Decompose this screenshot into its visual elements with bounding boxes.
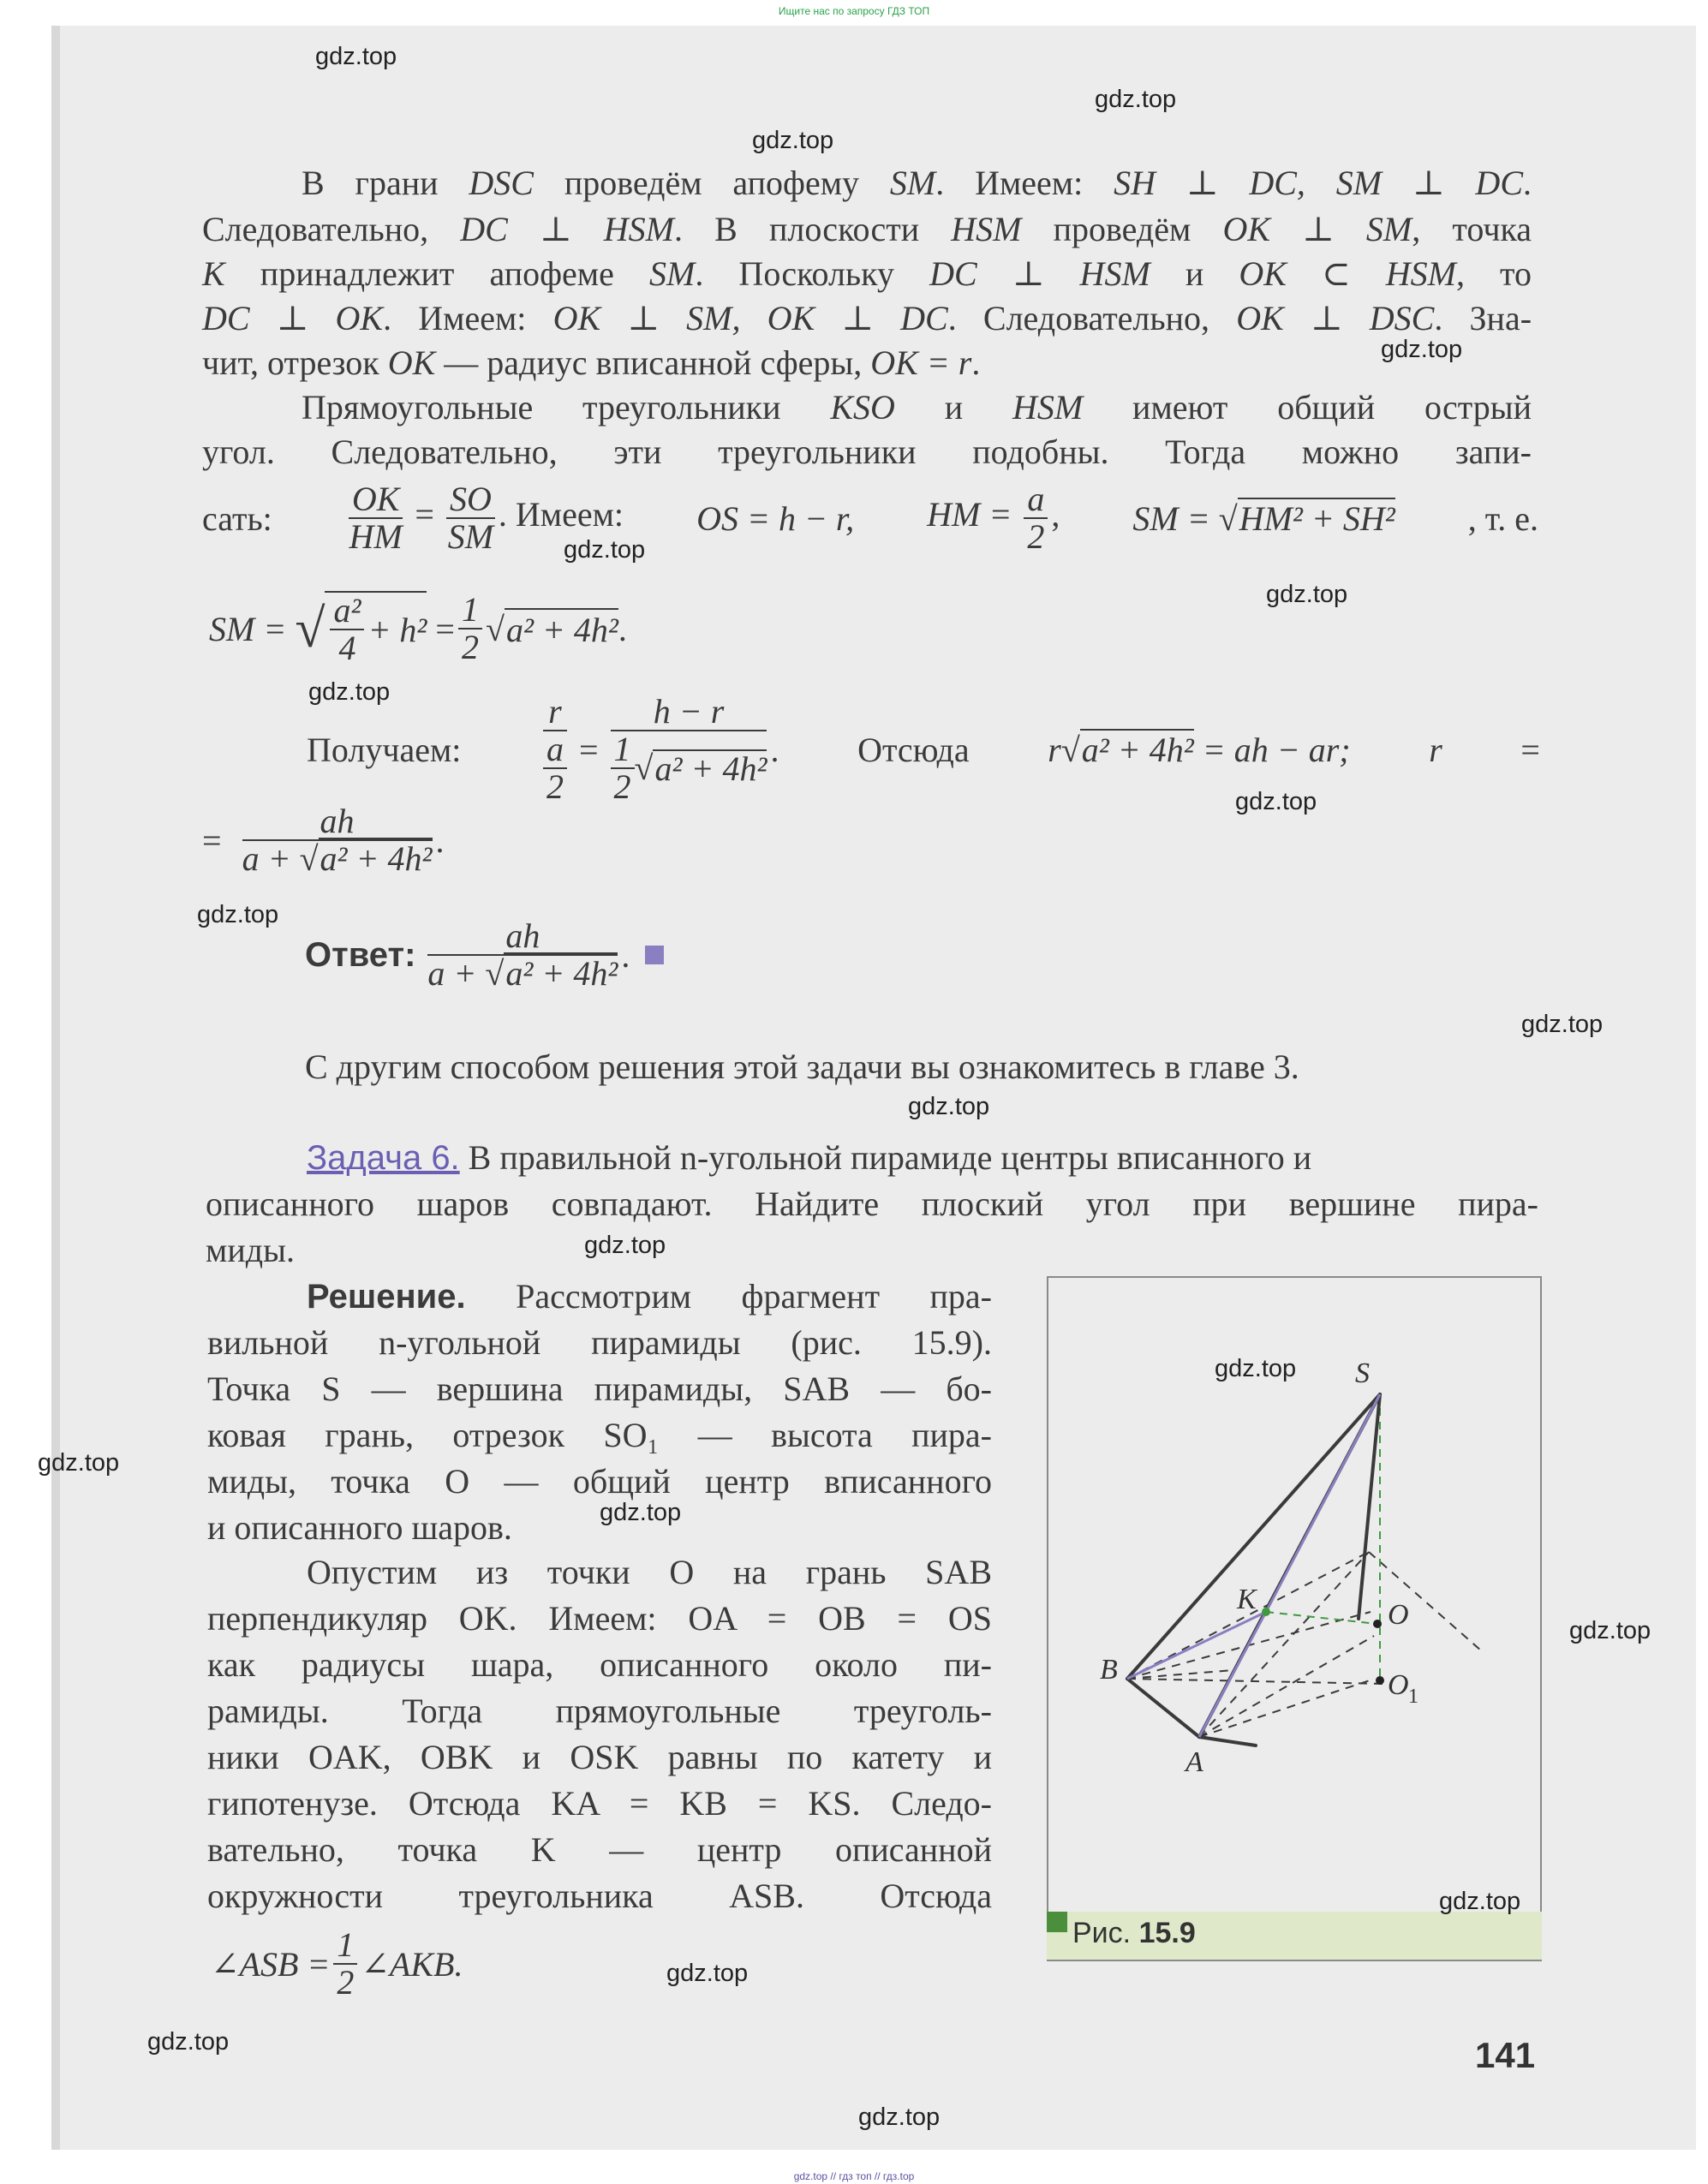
numerator: 1 [333, 1927, 357, 1965]
fraction [242, 803, 433, 877]
root-sign: √ [1060, 730, 1080, 769]
label-o1-subscript: 1 [1408, 1686, 1418, 1708]
text-line: миды. [206, 1231, 295, 1269]
math: K [202, 254, 225, 293]
text: имеют общий острый [1083, 388, 1532, 427]
text-line [302, 387, 1532, 427]
watermark: gdz.top [315, 43, 397, 70]
watermark: gdz.top [1521, 1011, 1603, 1038]
text: принадлежит апофеме [224, 254, 649, 293]
radicand: a² + 4h² [505, 954, 618, 993]
math: ∠AKB. [361, 1944, 463, 1984]
math: DC ⊥ HSM [929, 254, 1150, 293]
numerator: r [543, 694, 567, 731]
denominator: 4 [338, 629, 356, 667]
text: , то [1455, 254, 1532, 293]
label-o: O [1388, 1599, 1409, 1631]
numerator: a² [330, 593, 364, 630]
label-a: A [1185, 1746, 1203, 1778]
complex-fraction [543, 694, 567, 805]
radicand: a² + 4h² [320, 839, 433, 878]
fraction [458, 592, 482, 665]
fraction [333, 1927, 357, 2001]
point-o [1373, 1620, 1382, 1628]
caption-text [1072, 1917, 1196, 1950]
text: проведём апофему [533, 164, 890, 202]
root-sign: √ [1218, 498, 1238, 538]
caption-number: 15.9 [1138, 1917, 1196, 1949]
text: чит, отрезок [202, 343, 388, 382]
watermark: gdz.top [1215, 1355, 1297, 1382]
math: SM = [209, 609, 287, 648]
math: KSO [830, 388, 895, 427]
text: . [435, 820, 445, 860]
math: SM [648, 254, 696, 293]
equation-r [1048, 730, 1350, 770]
denominator: 2 [461, 628, 479, 666]
watermark: gdz.top [1439, 1888, 1521, 1915]
text: В грани [302, 164, 469, 202]
caption-prefix: Рис. [1072, 1917, 1132, 1949]
watermark: gdz.top [308, 678, 391, 706]
watermark: gdz.top [197, 901, 279, 928]
text: . [621, 935, 630, 975]
text-line-with-fractions [202, 481, 1538, 555]
text: . Поскольку [695, 254, 930, 293]
base-edge [1199, 1737, 1256, 1745]
math: OS = h − r, [696, 498, 855, 538]
watermark: gdz.top [752, 127, 834, 154]
denominator [427, 956, 618, 992]
numerator: SO [446, 481, 495, 519]
root-sign: √ [485, 609, 505, 648]
text-line: ковая грань, отрезок SO₁ — высота пира- [207, 1416, 992, 1454]
text: = [1520, 730, 1540, 769]
radicand: a² + 4h² [1081, 730, 1194, 769]
math: + h² [367, 610, 427, 649]
math: a + [427, 954, 477, 993]
complex-fraction [611, 694, 767, 805]
math: HM = [927, 495, 1012, 534]
math: HSM [951, 210, 1022, 248]
label-s: S [1355, 1358, 1370, 1389]
numerator: OK [349, 481, 403, 519]
math: OK ⊥ SM [1222, 210, 1412, 248]
figure-caption [1047, 1912, 1542, 1960]
text: , точка [1412, 210, 1532, 248]
text: = [202, 820, 222, 860]
radicand: a² + 4h² [505, 608, 618, 650]
text-line: угол. Следовательно, эти треугольники подобны. Тогда можно запи- [202, 433, 1532, 471]
text: — радиус вписанной сферы, [435, 343, 871, 382]
text: , т. е. [1467, 498, 1538, 538]
answer-line [305, 918, 664, 992]
watermark: gdz.top [1235, 788, 1317, 815]
math: OK [387, 343, 436, 382]
math: OK = r [870, 343, 972, 382]
text: . [971, 343, 981, 382]
solution-label: Решение. [307, 1278, 466, 1316]
root-sign: √ [485, 954, 505, 993]
math: r [1429, 730, 1442, 769]
numerator: a [1024, 481, 1048, 519]
point-o1 [1376, 1676, 1384, 1685]
caption-marker [1047, 1912, 1067, 1932]
point-k [1262, 1608, 1270, 1616]
math: SM = [1132, 498, 1210, 538]
numerator: 1 [458, 592, 482, 630]
text: и [894, 388, 1012, 427]
dashed-edge [1127, 1552, 1369, 1679]
math: a + [242, 839, 291, 878]
radicand: a² + 4h² [654, 749, 767, 788]
math: OK ⊥ SM, OK ⊥ DC [552, 299, 948, 337]
watermark: gdz.top [1095, 86, 1177, 113]
watermark: gdz.top [858, 2103, 941, 2131]
text-line: окружности треугольника ASB. Отсюда [207, 1877, 992, 1915]
text: . Следовательно, [947, 299, 1237, 337]
denominator: SM [447, 517, 494, 556]
numerator: a [543, 731, 567, 769]
other-method-note: С другим способом решения этой задачи вы ознакомитесь в главе 3. [305, 1047, 1299, 1086]
text-line [202, 209, 1532, 249]
segment-kb [1127, 1612, 1266, 1679]
text: Отсюда [857, 730, 970, 769]
watermark: gdz.top [1381, 336, 1463, 363]
fraction [543, 731, 567, 805]
root-sign: √ [299, 839, 319, 878]
numerator: ah [427, 918, 618, 956]
text-line [307, 1137, 1311, 1178]
ratio-equation: $\frac{OK}{HM}$ = $\frac{SO}{SM}$ . Имеем: [349, 480, 624, 556]
fraction [446, 481, 495, 555]
end-of-proof-square [645, 946, 664, 964]
header-note: Ищите нас по запросу ГДЗ ТОП [778, 5, 930, 17]
math: DC ⊥ OK [202, 299, 384, 337]
text-line [302, 163, 1532, 203]
label-o1: O [1388, 1669, 1409, 1701]
watermark: gdz.top [1266, 581, 1348, 608]
watermark: gdz.top [38, 1449, 120, 1477]
denominator: HM [349, 517, 403, 556]
page-spine-shadow [51, 26, 60, 2150]
page-number: 141 [1475, 2035, 1536, 2075]
text: Получаем: [307, 730, 462, 769]
text: проведём [1021, 210, 1223, 248]
text-line: перпендикуляр OK. Имеем: OA = OB = OS [207, 1599, 992, 1638]
text: . Имеем: [498, 495, 624, 534]
text: = [435, 609, 455, 648]
text: и [1150, 254, 1239, 293]
text-line [202, 254, 1532, 294]
root-sign: √ [295, 598, 325, 659]
text-line: Точка S — вершина пирамиды, SAB — бо- [207, 1369, 992, 1408]
math: HSM [1012, 388, 1084, 427]
text-line [202, 298, 1532, 338]
numerator: h − r [611, 694, 767, 731]
math: OK ⊥ DSC [1236, 299, 1435, 337]
ratio-equation: r a 2 = h − r $\frac{1}{2}$ √ a² + 4h² . [540, 694, 779, 805]
text-line [202, 343, 980, 383]
text: сать: [202, 498, 272, 538]
denominator [611, 731, 767, 805]
text: . [1523, 164, 1532, 202]
text-line: и описанного шаров. [207, 1508, 512, 1547]
denominator: 2 [546, 767, 564, 806]
math: DSC [469, 164, 534, 202]
equation-get [307, 694, 1540, 805]
watermark: gdz.top [666, 1960, 749, 1987]
edge-ab [1127, 1679, 1199, 1737]
denominator: 2 [337, 1963, 355, 2002]
denominator [242, 841, 433, 877]
math: = ah − ar; [1202, 730, 1351, 769]
task-label: Задача 6. [307, 1139, 460, 1177]
watermark: gdz.top [1569, 1617, 1651, 1644]
fraction [611, 731, 635, 805]
text-line [307, 1276, 992, 1316]
text-line: рамиды. Тогда прямоугольные треуголь- [207, 1692, 992, 1730]
fraction [427, 918, 618, 992]
denominator: 2 [613, 767, 631, 806]
math: ∠ASB = [211, 1944, 331, 1984]
numerator: 1 [611, 731, 635, 769]
text-line: миды, точка O — общий центр вписанного [207, 1462, 992, 1501]
watermark: gdz.top [908, 1093, 990, 1120]
radicand [325, 591, 427, 666]
text: . Зна- [1434, 299, 1532, 337]
math: OK ⊂ HSM [1239, 254, 1456, 293]
math: DC ⊥ HSM [460, 210, 674, 248]
watermark: gdz.top [600, 1499, 682, 1526]
text: . В плоскости [673, 210, 952, 248]
fraction [349, 481, 403, 555]
text: В правильной n-угольной пирамиде центры вписанного и [459, 1138, 1312, 1177]
text: . Имеем: [935, 164, 1114, 202]
text: Прямоугольные треугольники [302, 388, 831, 427]
sm-equation [1132, 498, 1394, 539]
watermark: gdz.top [584, 1232, 666, 1259]
text-line: ники OAK, OBK и OSK равны по катету и [207, 1738, 992, 1776]
fraction [330, 593, 364, 666]
text-line: гипотенузе. Отсюда KA = KB = KS. Следо- [207, 1784, 992, 1823]
root-sign: √ [634, 749, 654, 787]
text-line: описанного шаров совпадают. Найдите плоский угол при вершине пира- [206, 1184, 1538, 1223]
text-line: вильной n-угольной пирамиды (рис. 15.9). [207, 1323, 992, 1362]
dashed-edge [1127, 1679, 1384, 1684]
answer-label: Ответ: [305, 935, 416, 974]
watermark: gdz.top [564, 536, 646, 564]
text-line: как радиусы шара, описанного около пи- [207, 1645, 992, 1684]
text: . [618, 609, 627, 648]
denominator: 2 [1027, 517, 1045, 556]
math: SM [889, 164, 936, 202]
text-line: вательно, точка K — центр описанной [207, 1830, 992, 1869]
text: Следовательно, [202, 210, 461, 248]
text: Рассмотрим фрагмент пра- [465, 1277, 992, 1316]
label-k: K [1237, 1584, 1257, 1615]
equation-sm [209, 591, 627, 666]
fraction [1024, 481, 1048, 555]
numerator: ah [242, 803, 433, 841]
dashed-edge [1369, 1552, 1482, 1651]
equation-result [202, 803, 445, 877]
radicand: HM² + SH² [1239, 498, 1395, 538]
math: r [1048, 730, 1061, 769]
math: SH ⊥ DC, SM ⊥ DC [1114, 164, 1523, 202]
angle-equation [211, 1927, 463, 2001]
hm-equation: HM = $\frac{a}{2}$ , [927, 480, 1060, 556]
text: . Имеем: [383, 299, 553, 337]
footer-note: gdz.top // гдз топ // гдз.top [793, 2170, 915, 2182]
text-line: Опустим из точки O на грань SAB [307, 1553, 992, 1591]
watermark: gdz.top [147, 2028, 230, 2056]
label-b: B [1100, 1654, 1118, 1686]
